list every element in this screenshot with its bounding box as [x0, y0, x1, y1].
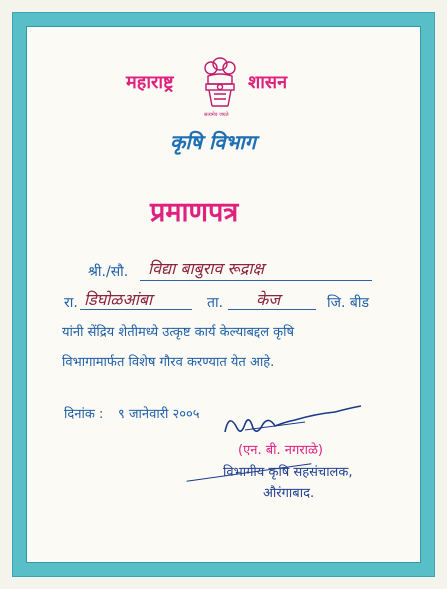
- header-maharashtra: महाराष्ट्र: [126, 72, 174, 93]
- recipient-name: विद्या बाबुराव रूद्राक्ष: [148, 259, 264, 278]
- signature-mark: [215, 402, 365, 440]
- district-label: जि. बीड: [327, 295, 370, 311]
- signatory-name: (एन. बी. नगराळे): [238, 443, 323, 458]
- taluka-label: ता.: [207, 295, 224, 311]
- department-name: कृषि विभाग: [170, 130, 256, 154]
- honorific-label: श्री./सौ.: [88, 264, 129, 280]
- state-emblem-icon: [200, 54, 240, 114]
- body-line-2: विभागामार्फत विशेष गौरव करण्यात येत आहे.: [62, 355, 275, 370]
- date-label: दिनांक :: [64, 407, 104, 422]
- header-shasan: शासन: [248, 72, 288, 93]
- village-label: रा.: [64, 295, 78, 311]
- village-underline: [80, 309, 192, 310]
- signatory-office: औरंगाबाद.: [263, 486, 315, 501]
- signatory-designation: विभागीय कृषि सहसंचालक,: [223, 465, 353, 480]
- taluka-name: केज: [256, 290, 281, 309]
- date-value: ९ जानेवारी २००५: [118, 407, 200, 422]
- name-underline: [140, 280, 372, 281]
- taluka-underline: [228, 309, 316, 310]
- body-line-1: यांनी सेंद्रिय शेतीमध्ये उत्कृष्ट कार्य केल्याबद्दल कृषि: [62, 325, 295, 340]
- village-name: डिघोळआंबा: [84, 290, 153, 309]
- emblem-motto: सत्यमेव जयते: [204, 112, 229, 118]
- certificate-title: प्रमाणपत्र: [150, 197, 239, 228]
